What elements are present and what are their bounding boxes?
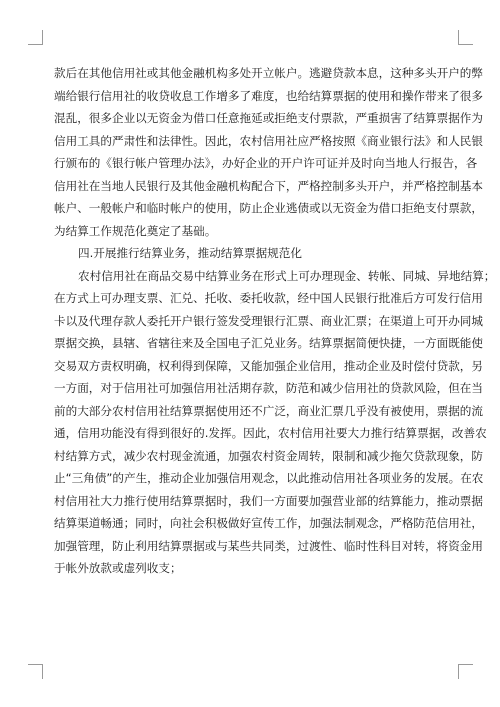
text-line: 农村信用社在商品交易中结算业务在形式上可办理现金、转帐、同城、异地结算；: [78, 268, 496, 283]
text-line: 为结算工作规范化奠定了基础。: [54, 223, 217, 238]
crop-mark-top-left: [28, 30, 43, 45]
text-line: 帐户、一般帐户和临时帐户的使用，防止企业逃债或以无资金为借口拒绝支付票款，: [54, 201, 483, 215]
text-line: 村信用社大力推行使用结算票据时，我们一方面要加强营业部的结算能力，推动票据: [54, 493, 483, 508]
crop-mark-top-right: [458, 30, 473, 45]
text-line: 加强管理，防止利用结算票据或与某些共同类，过渡性、临时性科目对转，将资金用: [54, 538, 483, 553]
text-line: 卡以及代理存款人委托开户银行签发受理银行汇票、商业汇票；在渠道上可开办同城: [54, 313, 483, 328]
text-line: 结算渠道畅通；同时，向社会积极做好宣传工作，加强法制观念，严格防范信用社，: [54, 516, 483, 530]
text-line: 款后在其他信用社或其他金融机构多处开立帐户。逃避贷款本息，这种多头开户的弊: [54, 66, 483, 80]
text-line: 票据交换，县辖、省辖往来及全国电子汇兑业务。结算票据简便快捷，一方面既能使: [54, 336, 483, 350]
text-line: 交易双方责权明确，权利得到保障，又能加强企业信用，推动企业及时偿付贷款，另: [54, 358, 483, 373]
text-line: 在方式上可办理支票、汇兑、托收、委托收款，经中国人民银行批准后方可发行信用: [54, 291, 483, 305]
text-line: 混乱，很多企业以无资金为借口任意拖延或拒绝支付票款，严重损害了结算票据作为: [54, 111, 483, 125]
text-line: 信用工具的严肃性和法律性。因此，农村信用社应严格按照《商业银行法》和人民银: [54, 133, 483, 148]
crop-mark-bottom-right: [458, 664, 473, 679]
text-line: 一方面，对于信用社可加强信用社活期存款，防范和减少信用社的贷款风险，但在当: [54, 381, 483, 395]
crop-mark-bottom-left: [28, 664, 43, 679]
text-line: 止“三角债”的产生，推动企业加强信用观念，以此推动信用社各项业务的发展。在农: [54, 471, 484, 485]
text-line: 通，信用功能没有得到很好的.发挥。因此，农村信用社要大力推行结算票据，改善农: [54, 426, 487, 440]
document-body: [54, 62, 496, 580]
text-line: 信用社在当地人民银行及其他金融机构配合下，严格控制多头开户，并严格控制基本: [54, 178, 483, 193]
text-line: 村结算方式，减少农村现金流通，加强农村资金周转，限制和减少拖欠贷款现象，防: [54, 448, 483, 463]
section-heading: 四.开展推行结算业务，推动结算票据规范化: [78, 246, 302, 260]
text-line: 行颁布的《银行帐户管理办法》，办好企业的开户许可证并及时向当地人行报告，各: [54, 156, 478, 170]
text-line: 端给银行信用社的收贷收息工作增多了难度，也给结算票据的使用和操作带来了很多: [54, 88, 483, 103]
text-line: 前的大部分农村信用社结算票据使用还不广泛，商业汇票几乎没有被使用，票据的流: [54, 403, 483, 418]
text-line: 于帐外放款或虚列收支；: [54, 561, 182, 575]
